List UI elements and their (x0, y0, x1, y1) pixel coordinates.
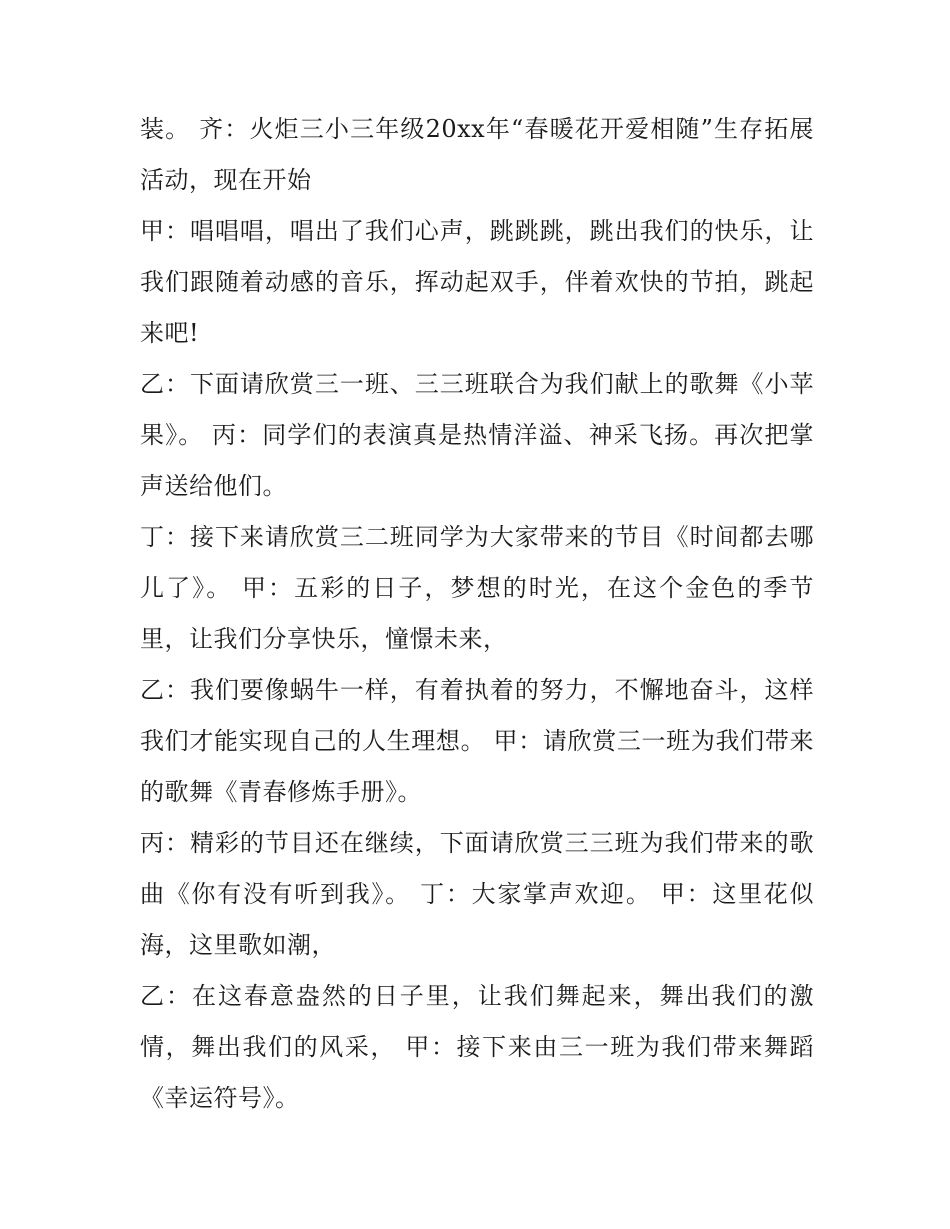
paragraph-5: 乙：我们要像蜗牛一样，有着执着的努力，不懈地奋斗，这样我们才能实现自己的人生理想。 甲：请欣赏三一班为我们带来的歌舞《青春修炼手册》。 (140, 676, 814, 806)
paragraph-7: 乙：在这春意盎然的日子里，让我们舞起来，舞出我们的激情，舞出我们的风采， 甲：接下来由三一班为我们带来舞蹈《幸运符号》。 (140, 982, 814, 1112)
paragraph-3: 乙：下面请欣赏三一班、三三班联合为我们献上的歌舞《小苹果》。 丙：同学们的表演真是热情洋溢、神采飞扬。再次把掌声送给他们。 (140, 370, 814, 500)
paragraph-2: 甲：唱唱唱，唱出了我们心声，跳跳跳，跳出我们的快乐，让我们跟随着动感的音乐，挥动起双手，伴着欢快的节拍，跳起来吧! (140, 217, 814, 347)
paragraph-1: 装。 齐：火炬三小三年级20xx年“春暖花开爱相随”生存拓展活动，现在开始 (140, 115, 814, 194)
paragraph-6: 丙：精彩的节目还在继续，下面请欣赏三三班为我们带来的歌曲《你有没有听到我》。 丁：大家掌声欢迎。 甲：这里花似海，这里歌如潮， (140, 829, 814, 959)
document-body (140, 104, 814, 1124)
paragraph-4: 丁：接下来请欣赏三二班同学为大家带来的节目《时间都去哪儿了》。 甲：五彩的日子，梦想的时光，在这个金色的季节里，让我们分享快乐，憧憬未来， (140, 523, 814, 653)
